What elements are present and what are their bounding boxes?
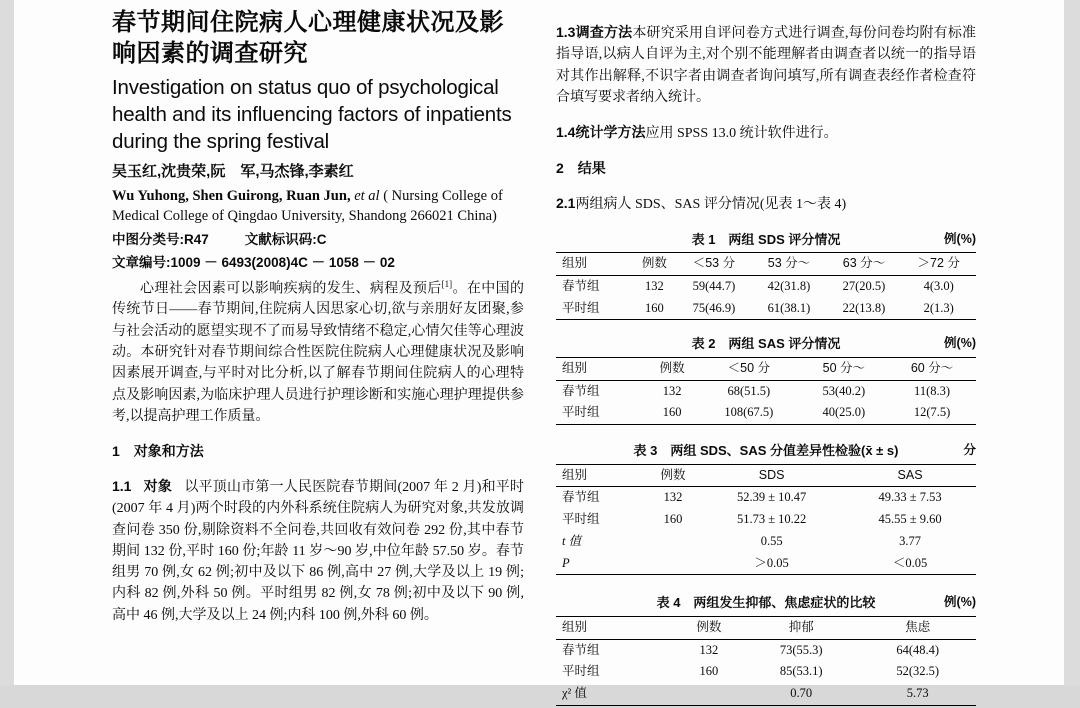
table-3-r2-c3: 3.77 — [899, 533, 921, 548]
table-3-r2-c2: 0.55 — [760, 533, 783, 548]
table-3-col-2: SDS — [699, 464, 844, 487]
table-3-r1-c2: 51.73 ± 10.22 — [736, 512, 807, 527]
section-2-1-number: 2.1 — [556, 195, 576, 212]
table-2-r0-c0: 春节组 — [562, 383, 600, 398]
table-1-r1-c1: 160 — [632, 298, 676, 320]
table-2-r1-c3: 40(25.0) — [800, 402, 889, 424]
left-column — [112, 8, 524, 640]
table-2-r1-c2: 108(67.5) — [698, 402, 799, 424]
table-1-r0-c0: 春节组 — [562, 278, 600, 293]
table-1-r0-c5: 4(3.0) — [923, 278, 954, 293]
table-1-col-5: ＞72 分 — [902, 253, 977, 276]
table-row — [556, 402, 976, 424]
table-2-r1-c1: 160 — [646, 402, 698, 424]
table-2-caption-text: 表 2 两组 SAS 评分情况 — [691, 336, 841, 352]
section-2-1-paragraph — [556, 193, 976, 215]
table-4-r1-c1: 160 — [699, 664, 719, 679]
abstract-text-part2: 。在中国的传统节日——春节期间,住院病人因思家心切,欲与亲朋好友团聚,参与社会活动的愿望实现不了而易导致情绪不稳定,心情欠佳等心理波动。本研究针对春节期间综合性医院住院病人心理健康状况及影响因素展开调查,与平时对比分析,以了解春节期间住院病人的心理特点及影响因素,为临床护理人员进行护理诊断和实施心理护理提供参考,以提高护理工作质量。 — [112, 281, 524, 424]
table-1-header-row — [556, 253, 976, 276]
table-1-r0-c2: 59(44.7) — [692, 278, 736, 293]
table-2-unit: 例(%) — [944, 336, 976, 351]
section-2-1-text: 两组病人 SDS、SAS 评分情况(见表 1～表 4) — [575, 197, 847, 213]
table-2-col-0: 组别 — [556, 357, 646, 380]
table-4 — [556, 616, 976, 706]
section-1-1-paragraph — [112, 476, 524, 626]
page-title-chinese: 春节期间住院病人心理健康状况及影响因素的调查研究 — [112, 9, 504, 67]
abstract-paragraph — [112, 278, 524, 428]
page-left-margin — [0, 0, 14, 685]
section-1-1-text: 以平顶山市第一人民医院春节期间(2007 年 2 月)和平时(2007 年 4 月)两个时段的内外科系统住院病人为研究对象,共发放调查问卷 350 份,剔除资料不全问卷,共回收有效问卷 292 份,其中春节期间 132 份,平时 160 份;年龄 11 岁～90 岁,中位年龄 57.50 岁。春节组男 70 例,女 62 例;初中及以下 86 例,高中 27 例,大学及以上 19 例;内科 82 例,外科 50 例。平时组男 82 例,女 78 例;初中及以下 90 例,高中 46 例,大学及以上 24 例;内科 100 例,外科 60 例。 — [112, 480, 525, 623]
table-row — [556, 509, 976, 531]
table-1-block — [556, 230, 976, 321]
table-4-r1-c0: 平时组 — [562, 664, 600, 679]
section-1-4-paragraph — [556, 122, 976, 144]
table-1-caption — [556, 230, 976, 250]
table-2-col-3: 50 分～ — [800, 357, 889, 380]
table-3-col-0: 组别 — [556, 464, 647, 487]
cn-classification-number: 中图分类号:R47 — [112, 232, 209, 248]
table-3-r0-c2: 52.39 ± 10.47 — [736, 490, 807, 505]
table-4-r2-c2: 0.70 — [743, 683, 860, 705]
table-1-r0-c4: 27(20.5) — [842, 278, 886, 293]
table-3-r3-c0: P — [556, 553, 647, 575]
table-1-r0-c1: 132 — [645, 278, 664, 293]
right-column — [556, 8, 976, 708]
section-1-1-title: 对象 — [143, 478, 173, 495]
page-title-english: Investigation on status quo of psychological health and its influencing factors of inpatients during the spring festival — [112, 76, 512, 153]
classification-line — [112, 230, 524, 250]
table-3-r1-c0: 平时组 — [562, 512, 600, 527]
section-1-3-number: 1.3 — [556, 24, 576, 40]
section-1-3-paragraph — [556, 22, 976, 108]
table-3-unit: 分 — [963, 443, 976, 458]
table-2-col-2: ＜50 分 — [698, 357, 799, 380]
section-1-4-title: 统计学方法 — [575, 124, 646, 141]
table-1-col-2: ＜53 分 — [676, 253, 751, 276]
table-row — [556, 639, 976, 661]
section-1-3-title: 调查方法 — [575, 24, 633, 40]
table-3-r0-c1: 132 — [663, 490, 683, 505]
section-1-4-number: 1.4 — [556, 124, 576, 141]
table-1-r1-c3: 61(38.1) — [751, 298, 826, 320]
table-4-r0-c1: 132 — [699, 642, 719, 657]
table-2-r0-c3: 53(40.2) — [822, 383, 866, 398]
table-4-r1-c3: 52(32.5) — [896, 664, 940, 679]
table-4-caption-text: 表 4 两组发生抑郁、焦虑症状的比较 — [656, 595, 876, 611]
table-1-r1-c4: 22(13.8) — [826, 298, 901, 320]
section-1-4-text: 应用 SPSS 13.0 统计软件进行。 — [645, 126, 838, 142]
table-1-col-3: 53 分～ — [751, 253, 826, 276]
table-4-r2-c1 — [675, 683, 743, 705]
table-3-r3-c1 — [647, 553, 699, 575]
table-2-header-row — [556, 357, 976, 380]
authors-chinese: 吴玉红,沈贵荣,阮 军,马杰锋,李素红 — [112, 163, 354, 181]
authors-affiliation: ( Nursing College of Medical College of Qingdao University, Shandong 266021 China) — [112, 187, 503, 225]
table-3-header-row — [556, 464, 976, 487]
table-1-r0-c3: 42(31.8) — [767, 278, 811, 293]
table-3-r2-c0: t 值 — [562, 533, 582, 548]
authors-english-names: Wu Yuhong, Shen Guirong, Ruan Jun, — [112, 187, 351, 204]
table-4-caption — [556, 593, 976, 613]
table-3-r2-c1 — [647, 531, 699, 553]
table-row — [556, 487, 976, 509]
table-3-r1-c1: 160 — [663, 512, 683, 527]
authors-english-etal: et al — [354, 187, 380, 204]
table-3-col-1: 例数 — [647, 464, 699, 487]
table-row — [556, 661, 976, 683]
table-4-r0-c0: 春节组 — [562, 642, 600, 657]
table-3-r3-c3: ＜0.05 — [844, 553, 976, 575]
table-2-r0-c4: 11(8.3) — [914, 383, 951, 398]
table-4-r0-c3: 64(48.4) — [896, 642, 940, 657]
table-row — [556, 531, 976, 553]
table-2 — [556, 357, 976, 425]
table-1-col-4: 63 分～ — [826, 253, 901, 276]
table-2-col-1: 例数 — [646, 357, 698, 380]
table-row — [556, 298, 976, 320]
table-1-col-1: 例数 — [632, 253, 676, 276]
table-1-r1-c5: 2(1.3) — [902, 298, 977, 320]
table-1-r1-c0: 平时组 — [556, 298, 632, 320]
table-3 — [556, 464, 976, 576]
table-3-r0-c0: 春节组 — [562, 490, 600, 505]
table-4-header-row — [556, 616, 976, 639]
table-3-r1-c3: 45.55 ± 9.60 — [878, 512, 942, 527]
table-1-col-0: 组别 — [556, 253, 632, 276]
table-4-col-2: 抑郁 — [743, 616, 860, 639]
article-number: 文章编号:1009 － 6493(2008)4C － 1058 － 02 — [112, 255, 395, 271]
table-4-r2-c0: χ² 值 — [556, 683, 675, 705]
table-2-caption — [556, 334, 976, 354]
table-4-col-3: 焦虑 — [859, 616, 976, 639]
section-heading-1: 1 对象和方法 — [112, 443, 204, 460]
table-row — [556, 683, 976, 705]
table-3-caption — [556, 441, 976, 461]
section-heading-2: 2 结果 — [556, 160, 606, 177]
table-4-col-0: 组别 — [556, 616, 675, 639]
abstract-text-part1: 心理社会因素可以影响疾病的发生、病程及预后 — [140, 281, 442, 297]
reference-marker: [1] — [441, 278, 453, 289]
authors-english — [112, 186, 524, 227]
table-2-r0-c1: 132 — [662, 383, 682, 398]
document-code: 文献标识码:C — [244, 232, 327, 248]
table-3-col-3: SAS — [844, 464, 976, 487]
section-1-3-text: 本研究采用自评问卷方式进行调查,每份问卷均附有标准指导语,以病人自评为主,对个别不能理解者由调查者以统一的指导语对其作出解释,不识字者由调查者询问填写,所有调查表经作者检查符合填写要求者纳入统计。 — [556, 26, 977, 105]
table-1-unit: 例(%) — [944, 231, 976, 246]
table-3-r3-c2: ＞0.05 — [699, 553, 844, 575]
table-3-block — [556, 441, 976, 575]
section-1-1-number: 1.1 — [112, 478, 132, 495]
page-right-margin — [1064, 0, 1080, 685]
table-3-r0-c3: 49.33 ± 7.53 — [878, 490, 942, 505]
table-1 — [556, 252, 976, 320]
table-row — [556, 380, 976, 402]
table-4-r0-c2: 73(55.3) — [779, 642, 823, 657]
table-1-caption-text: 表 1 两组 SDS 评分情况 — [691, 231, 841, 247]
table-1-r1-c2: 75(46.9) — [676, 298, 751, 320]
table-4-block — [556, 593, 976, 706]
table-4-col-1: 例数 — [675, 616, 743, 639]
table-2-block — [556, 334, 976, 425]
table-row — [556, 553, 976, 575]
table-2-r1-c4: 12(7.5) — [888, 402, 976, 424]
table-4-r2-c3: 5.73 — [859, 683, 976, 705]
table-2-col-4: 60 分～ — [888, 357, 976, 380]
table-2-r1-c0: 平时组 — [556, 402, 646, 424]
table-4-unit: 例(%) — [944, 595, 976, 610]
table-4-r1-c2: 85(53.1) — [779, 664, 823, 679]
table-3-caption-text: 表 3 两组 SDS、SAS 分值差异性检验(x̄ ± s) — [633, 443, 899, 459]
table-2-r0-c2: 68(51.5) — [727, 383, 771, 398]
table-row — [556, 275, 976, 297]
